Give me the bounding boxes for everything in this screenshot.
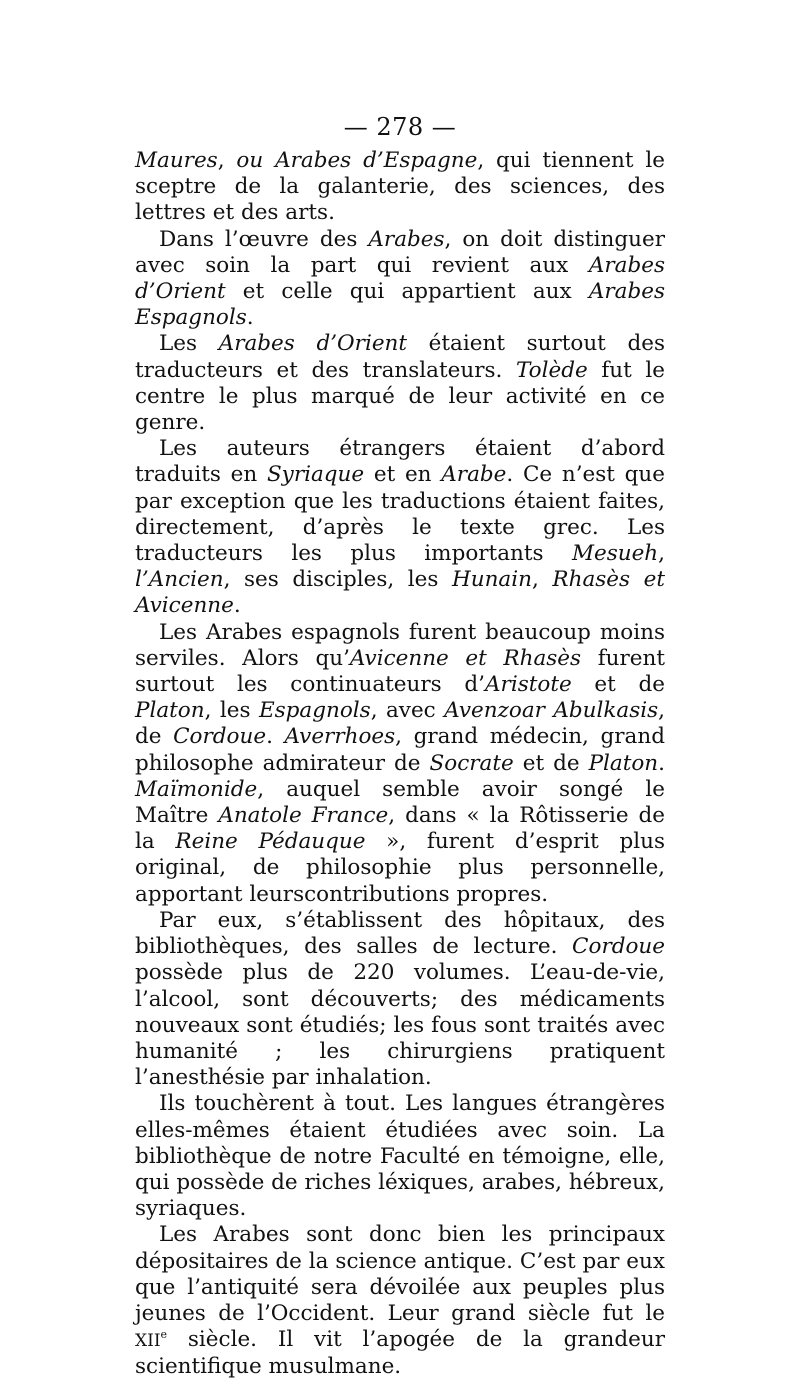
text-run: , dans « la Rôtisserie de la — [135, 803, 666, 855]
italic-run: Cordoue — [572, 934, 665, 960]
text-run: Dans l’œuvre des — [159, 226, 369, 252]
italic-run: Arabes Espagnols — [135, 279, 665, 331]
italic-run: Tolède — [515, 357, 588, 383]
text-run: , — [658, 541, 665, 567]
italic-run: Maures — [135, 148, 218, 173]
text-run: , on doit distinguer avec soin la part qui revient aux — [135, 226, 665, 278]
text-run: étaient surtout des traducteurs et des translateurs. — [135, 331, 665, 383]
text-run: , — [217, 148, 237, 173]
italic-run: Syriaque — [266, 462, 365, 488]
text-run: , les — [204, 698, 259, 724]
text-run: , — [531, 567, 553, 593]
italic-run: Avicenne et Rhasès — [349, 645, 582, 671]
italic-run: Arabes — [368, 226, 445, 252]
text-run: . — [246, 305, 254, 331]
text-run: et de — [571, 672, 665, 698]
paragraph — [135, 436, 665, 619]
text-run: . — [266, 724, 285, 750]
text-run: et celle qui appartient aux — [225, 279, 589, 305]
text-run: . — [658, 750, 665, 776]
text-run: , auquel semble avoir songé le Maître — [135, 776, 665, 829]
small-caps-run: XII — [135, 1331, 161, 1352]
italic-run: Reine Pédauque — [175, 829, 366, 855]
italic-run: Espagnols — [258, 698, 371, 724]
italic-run: Hunain — [451, 567, 532, 593]
italic-run: Avenzoar Abulkasis — [444, 698, 659, 724]
italic-run: Rhasès et Avicenne — [135, 567, 665, 619]
text-run: , avec — [370, 698, 445, 724]
text-run: , ses disciples, les — [223, 567, 452, 593]
text-run: Les Arabes sont donc bien les principaux dépositaires de la science antique. C’est par eux que l’antiquité sera dévoilée aux peuples plus jeunes de l’Occident. Leur grand siècle fut le — [135, 1222, 665, 1326]
text-run: , qui tiennent le sceptre de la galanterie, des sciences, des lettres et des arts. — [135, 148, 665, 226]
text-run: Les auteurs étrangers étaient d’abord traduits en — [135, 436, 665, 488]
italic-run: Platon — [588, 750, 659, 776]
text-run: et en — [364, 462, 442, 488]
paragraph — [135, 908, 665, 1091]
paragraph — [135, 620, 665, 908]
superscript-run: e — [160, 1327, 168, 1341]
italic-run: Averrhoes — [284, 724, 396, 750]
text-run: , grand médecin, grand philosophe admirateur de — [135, 724, 665, 776]
italic-run: Arabe — [441, 462, 507, 488]
paragraph — [135, 1222, 665, 1380]
italic-run: Maïmonide — [135, 776, 258, 802]
text-run: siècle. Il vit l’apogée de la grandeur scientifique musulmane. — [135, 1327, 665, 1380]
text-run: . — [233, 593, 241, 619]
italic-run: Socrate — [429, 750, 514, 776]
italic-run: Mesueh — [571, 541, 659, 567]
text-run: , de — [135, 698, 665, 750]
paragraph — [135, 148, 665, 227]
text-run: furent surtout les continuateurs d’ — [135, 645, 665, 698]
text-run: et de — [513, 750, 589, 776]
page-number: — 278 — — [343, 113, 457, 141]
italic-run: Arabes d’Orient — [218, 331, 408, 357]
paragraph — [135, 331, 665, 436]
italic-run: ou Arabes d’Espagne — [236, 148, 478, 173]
italic-run: Cordoue — [173, 724, 267, 750]
italic-run: Anatole France — [218, 803, 389, 829]
text-run: Les — [159, 331, 219, 357]
paragraph — [135, 227, 665, 332]
body-text — [135, 148, 665, 1381]
paragraph — [135, 1091, 665, 1222]
text-run: », furent d’esprit plus original, de philosophie plus personnelle, apportant leurscontributions propres. — [135, 829, 665, 907]
italic-run: Aristote — [485, 672, 572, 698]
text-run: Par eux, s’établissent des hôpitaux, des bibliothèques, des salles de lecture. — [135, 907, 665, 960]
text-run: possède plus de 220 volumes. L’eau-de-vie, l’alcool, sont découverts; des médicaments nouveaux sont étudiés; les fous sont traités avec humanité ; les chirurgiens pratiquent l’anesthésie par inhalation. — [135, 960, 665, 1091]
italic-run: l’Ancien — [135, 567, 224, 593]
text-run: Les Arabes espagnols furent beaucoup moins serviles. Alors qu’ — [135, 619, 665, 671]
text-run: Ils touchèrent à tout. Les langues étrangères elles-mêmes étaient étudiées avec soin. La bibliothèque de notre Faculté en témoigne, elle, qui possède de riches léxiques, arabes, hébreux, syriaques. — [135, 1091, 665, 1222]
italic-run: Platon — [135, 698, 205, 724]
text-run: fut le centre le plus marqué de leur activité en ce genre. — [135, 357, 665, 436]
text-run: . Ce n’est que par exception que les traductions étaient faites, directement, d’après le texte grec. Les traducteurs les plus importants — [135, 462, 665, 567]
italic-run: Arabes d’Orient — [135, 252, 665, 305]
